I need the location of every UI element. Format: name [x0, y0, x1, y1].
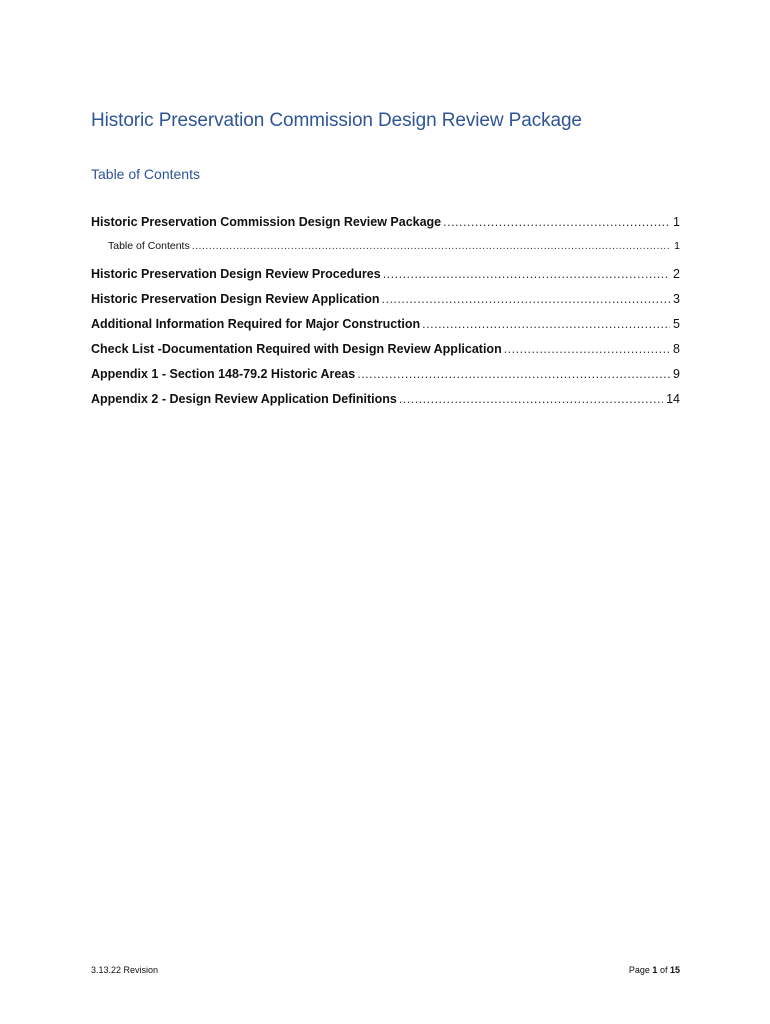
toc-leader-dots: [192, 237, 671, 255]
toc-entry[interactable]: [91, 212, 680, 237]
toc-entry-page: 9: [673, 367, 680, 381]
toc-entry[interactable]: [91, 339, 680, 364]
footer-page-word: Page: [628, 965, 650, 975]
toc-entry-page: 3: [673, 292, 680, 306]
toc-entry-page: 1: [674, 240, 680, 252]
toc-leader-dots: [399, 389, 663, 409]
toc-leader-dots: [382, 289, 671, 309]
toc-leader-dots: [504, 339, 670, 359]
toc-entry[interactable]: [91, 364, 680, 389]
toc-heading: Table of Contents: [91, 166, 200, 182]
toc-entry-text: Historic Preservation Design Review Procedures: [91, 267, 381, 281]
toc-entry-page: 2: [673, 267, 680, 281]
toc-entry[interactable]: [91, 264, 680, 289]
footer-revision: 3.13.22 Revision: [91, 965, 159, 975]
toc-entry-text: Appendix 2 - Design Review Application Definitions: [91, 392, 397, 406]
toc-leader-dots: [357, 364, 670, 384]
toc-entry-text: Table of Contents: [108, 240, 190, 252]
toc-entry-text: Check List -Documentation Required with Design Review Application: [91, 342, 502, 356]
footer-page-current: 1: [652, 965, 658, 975]
table-of-contents: [91, 212, 680, 414]
toc-entry-text: Historic Preservation Design Review Application: [91, 292, 380, 306]
toc-entry-text: Historic Preservation Commission Design Review Package: [91, 215, 442, 229]
footer-of-word: of: [659, 965, 668, 975]
toc-entry-text: Additional Information Required for Major Construction: [91, 317, 421, 331]
document-title: Historic Preservation Commission Design Review Package: [91, 110, 582, 131]
toc-entry-page: 14: [666, 392, 680, 406]
toc-entry-page: 1: [673, 215, 680, 229]
toc-entry-page: 5: [673, 317, 680, 331]
footer-page-number: [629, 965, 680, 975]
toc-entry[interactable]: [91, 237, 680, 264]
toc-entry-text: Appendix 1 - Section 148-79.2 Historic Areas: [91, 367, 356, 381]
toc-entry[interactable]: [91, 289, 680, 314]
footer-page-total: 15: [669, 965, 680, 975]
toc-leader-dots: [422, 314, 670, 334]
toc-leader-dots: [443, 212, 670, 232]
toc-entry[interactable]: [91, 314, 680, 339]
toc-entry-page: 8: [673, 342, 680, 356]
toc-leader-dots: [383, 264, 670, 284]
toc-entry[interactable]: [91, 389, 680, 414]
